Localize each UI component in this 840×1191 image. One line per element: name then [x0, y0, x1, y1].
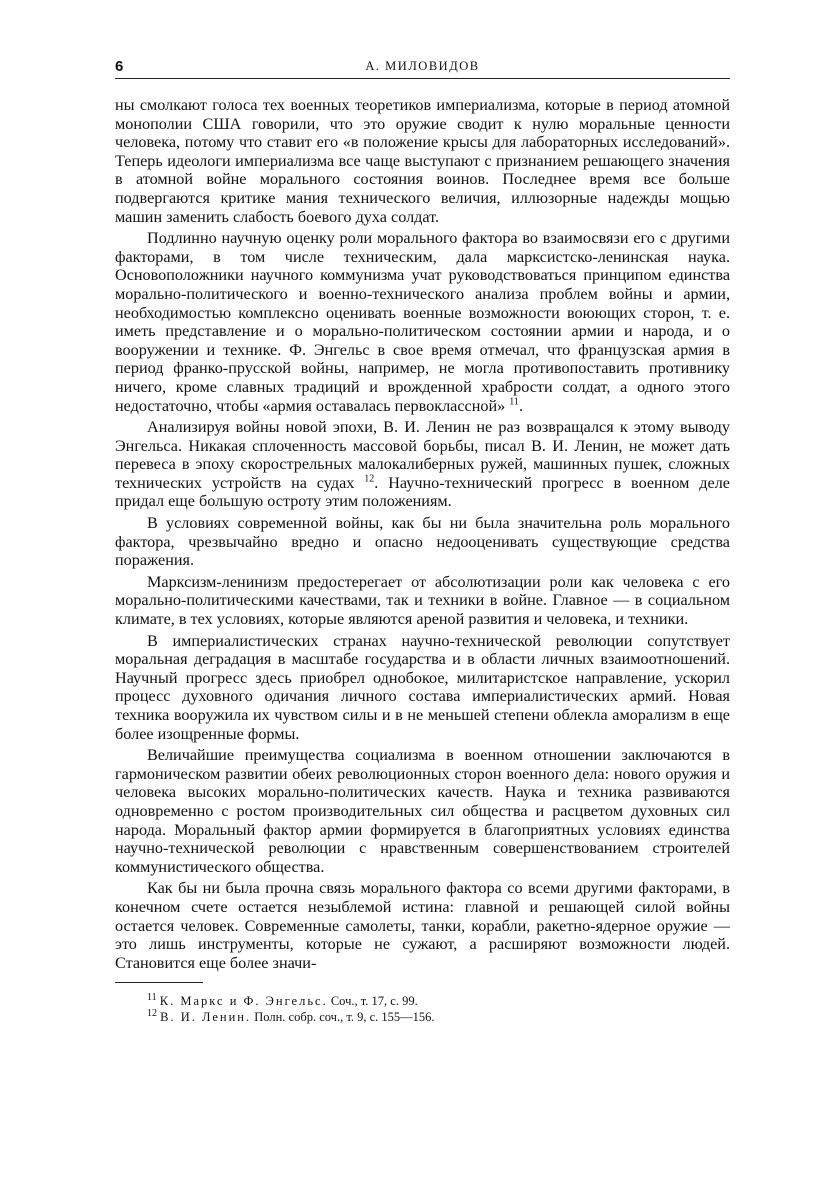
paragraph-1: ны смолкают голоса тех военных теоретиков империализма, которые в период атомной монополии США говорили, что это оружие сводит к нулю моральные ценности человека, потому что ставит его «в положение крысы для лабораторных исследований». Теперь идеологи империализма все чаще выступают с признанием решающего значения в атомной войне морального состояния воинов. Последнее время все больше подвергаются критике мания технического величия, иллюзорные надежды мощью машин заменить слабость боевого духа солдат. — [115, 96, 730, 226]
document-page — [115, 56, 730, 1025]
running-head-author: А. МИЛОВИДОВ — [365, 59, 480, 73]
footnote-author: К. Маркс и Ф. Энгельс. — [159, 994, 328, 1009]
running-head — [115, 56, 730, 79]
footnote-divider — [115, 982, 203, 983]
paragraph-4: В условиях современной войны, как бы ни была значительна роль морального фактора, чрезвычайно вредно и опасно недооценивать существующие средства поражения. — [115, 514, 730, 570]
paragraph-5: Марксизм-ленинизм предостерегает от абсолютизации роли как человека с его морально-политическими качествами, так и техники в войне. Главное — в социальном климате, в тех условиях, которые являются ареной развития и человека, и техники. — [115, 572, 730, 629]
body-text — [115, 96, 730, 972]
page-number: 6 — [115, 58, 124, 75]
footnote-12 — [147, 1009, 730, 1025]
paragraph-3: Анализируя войны новой эпохи, В. И. Ленин не раз возвращался к этому выводу Энгельса. Никакая сплоченность массовой борьбы, писал В. И. Ленин, не может дать перевеса в эпоху скорострельных малокалиберных ружей, машинных пушек, сложных технических устройств на судах $^{12}$. Научно-технический прогресс в военном деле придал еще большую остроту этим положениям. — [115, 418, 730, 511]
footnote-ref-11[interactable]: 11 — [509, 396, 519, 408]
footnote-11 — [147, 993, 730, 1009]
footnote-reference: Полн. собр. соч., т. 9, с. 155—156. — [254, 1010, 435, 1025]
footnote-number: 11 — [147, 992, 157, 1004]
footnote-number: 12 — [147, 1008, 157, 1020]
footnote-ref-12[interactable]: 12 — [364, 473, 375, 485]
footnotes — [147, 993, 730, 1025]
paragraph-6: В империалистических странах научно-технической революции сопутствует моральная деградация в масштабе государства и в области личных взаимоотношений. Научный прогресс здесь приобрел однобокое, милитаристское направление, ускорил процесс духовного одичания личного состава империалистических армий. Новая техника вооружила их чувством силы и в не меньшей степени облекла аморализм в еще более изощренные формы. — [115, 631, 730, 743]
paragraph-2: Подлинно научную оценку роли морального фактора во взаимосвязи его с другими факторами, в том числе техническим, дала марксистско-ленинская наука. Основоположники научного коммунизма учат руководствоваться принципом единства морально-политического и военно-технического анализа проблем войны и армии, необходимостью комплексно оценивать военные возможности воюющих сторон, т. е. иметь представление и о морально-политическом состоянии армии и народа, и о вооружении и технике. Ф. Энгельс в свое время отмечал, что французская армия в период франко-прусской войны, например, не могла противопоставить противнику ничего, кроме славных традиций и врожденной храбрости солдат, а одного этого недостаточно, чтобы «армия оставалась первоклассной» $^{11}$. — [115, 229, 730, 415]
paragraph-8: Как бы ни была прочна связь морального фактора со всеми другими факторами, в конечном счете остается незыблемой истина: главной и решающей силой войны остается человек. Современные самолеты, танки, корабли, ракетно-ядерное оружие — это лишь инструменты, которые не сужают, а расширяют возможности людей. Становится еще более значи- — [115, 879, 730, 972]
footnote-author: В. И. Ленин. — [160, 1010, 252, 1025]
footnote-reference: Соч., т. 17, с. 99. — [330, 994, 418, 1009]
paragraph-7: Величайшие преимущества социализма в военном отношении заключаются в гармоническом развитии обеих революционных сторон военного дела: нового оружия и человека высоких морально-политических качеств. Наука и техника развиваются одновременно с ростом производительных сил общества и расцветом духовных сил народа. Моральный фактор армии формируется в благоприятных условиях единства научно-технической революции с нравственным совершенствованием строителей коммунистического общества. — [115, 746, 730, 876]
